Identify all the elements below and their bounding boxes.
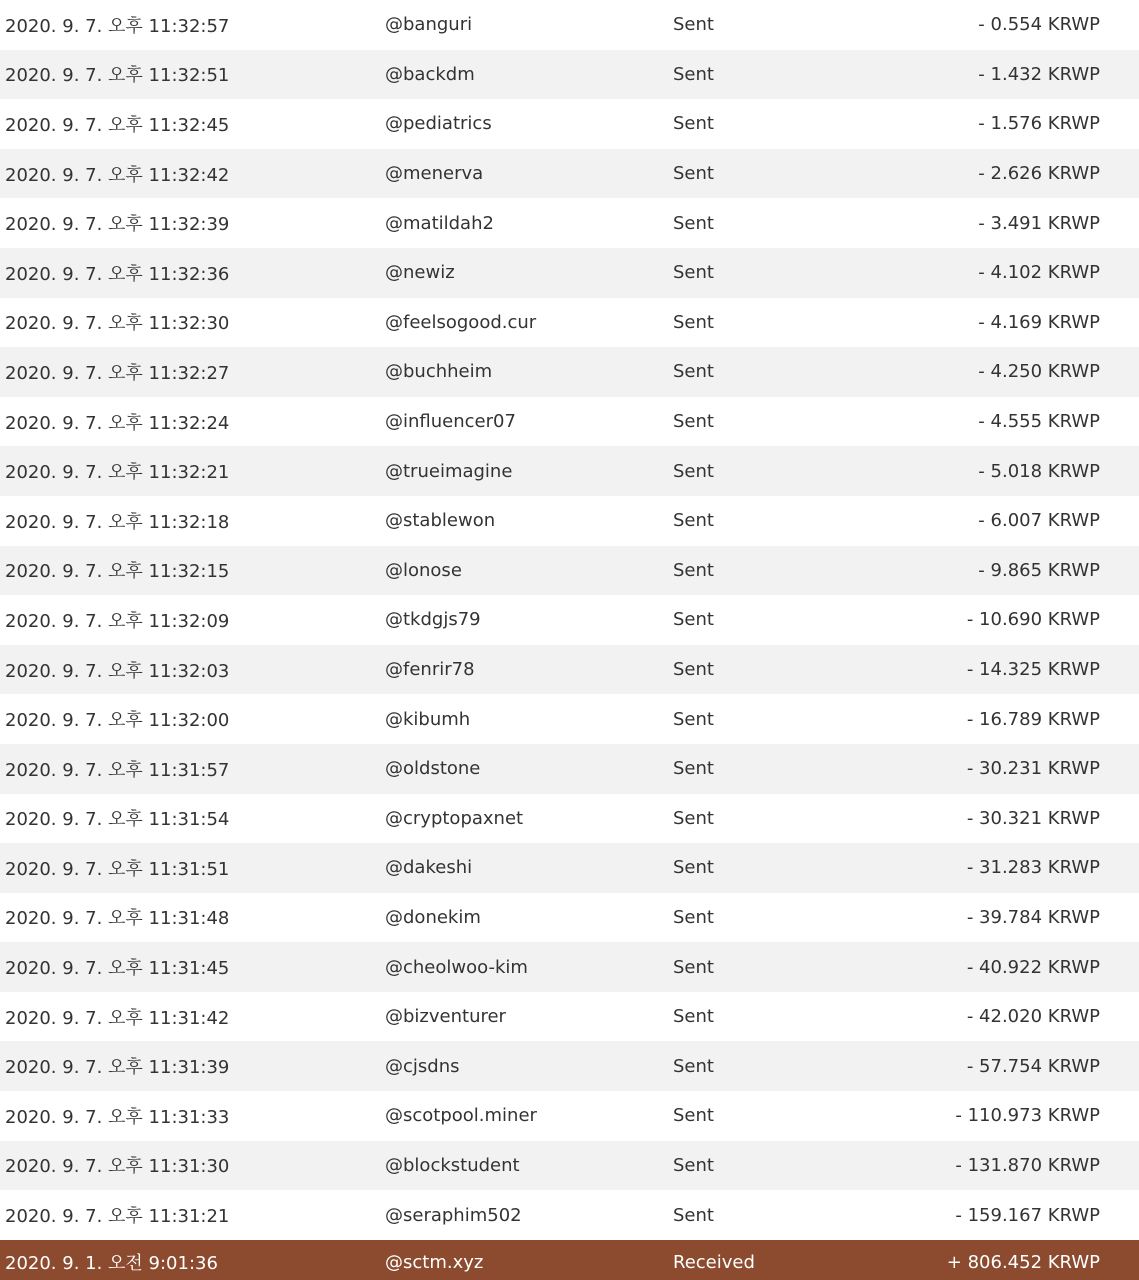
transaction-amount: - 40.922 KRWP bbox=[966, 956, 1100, 978]
table-row bbox=[0, 149, 1139, 199]
transaction-user-link[interactable]: @oldstone bbox=[385, 758, 481, 780]
transaction-type: Sent bbox=[673, 857, 714, 879]
table-row bbox=[0, 248, 1139, 298]
transaction-date: 2020. 9. 7. 오후 11:32:57 bbox=[5, 15, 230, 37]
transaction-amount: - 110.973 KRWP bbox=[955, 1105, 1100, 1127]
table-row bbox=[0, 694, 1139, 744]
table-row bbox=[0, 744, 1139, 794]
transaction-amount: - 57.754 KRWP bbox=[966, 1055, 1100, 1077]
transaction-type: Sent bbox=[673, 411, 714, 433]
transaction-amount: - 131.870 KRWP bbox=[955, 1154, 1100, 1176]
transaction-user-link[interactable]: @cryptopaxnet bbox=[385, 807, 524, 829]
transaction-date: 2020. 9. 7. 오후 11:32:51 bbox=[5, 65, 230, 87]
transaction-date: 2020. 9. 7. 오후 11:31:39 bbox=[5, 1057, 230, 1079]
transaction-date: 2020. 9. 7. 오후 11:32:00 bbox=[5, 710, 230, 732]
transaction-date: 2020. 9. 7. 오후 11:31:30 bbox=[5, 1156, 230, 1178]
table-row bbox=[0, 347, 1139, 397]
transaction-date: 2020. 9. 7. 오후 11:32:24 bbox=[5, 412, 230, 434]
table-row bbox=[0, 397, 1139, 447]
transaction-type: Sent bbox=[673, 807, 714, 829]
table-row bbox=[0, 843, 1139, 893]
transaction-date: 2020. 9. 7. 오후 11:32:30 bbox=[5, 313, 230, 335]
transaction-date: 2020. 9. 7. 오후 11:32:15 bbox=[5, 561, 230, 583]
transaction-amount: - 5.018 KRWP bbox=[978, 460, 1100, 482]
transaction-user-link[interactable]: @dakeshi bbox=[385, 857, 473, 879]
transaction-user-link[interactable]: @bizventurer bbox=[385, 1006, 506, 1028]
table-row bbox=[0, 794, 1139, 844]
transaction-type: Sent bbox=[673, 708, 714, 730]
transaction-type: Sent bbox=[673, 1204, 714, 1226]
transaction-amount: - 4.250 KRWP bbox=[978, 361, 1100, 383]
transaction-user-link[interactable]: @buchheim bbox=[385, 361, 493, 383]
transaction-amount: - 6.007 KRWP bbox=[978, 510, 1100, 532]
table-row bbox=[0, 893, 1139, 943]
transaction-type: Sent bbox=[673, 1006, 714, 1028]
transaction-user-link[interactable]: @matildah2 bbox=[385, 212, 494, 234]
transaction-amount: - 42.020 KRWP bbox=[966, 1006, 1100, 1028]
transaction-date: 2020. 9. 1. 오전 9:01:36 bbox=[5, 1253, 218, 1275]
transaction-date: 2020. 9. 7. 오후 11:31:21 bbox=[5, 1206, 230, 1228]
transaction-user-link[interactable]: @newiz bbox=[385, 262, 455, 284]
transaction-type: Sent bbox=[673, 311, 714, 333]
transaction-date: 2020. 9. 7. 오후 11:32:18 bbox=[5, 511, 230, 533]
transaction-user-link[interactable]: @tkdgjs79 bbox=[385, 609, 481, 631]
transaction-amount: - 30.231 KRWP bbox=[966, 758, 1100, 780]
table-row bbox=[0, 446, 1139, 496]
transaction-type: Sent bbox=[673, 956, 714, 978]
transaction-type: Sent bbox=[673, 1105, 714, 1127]
transaction-type: Sent bbox=[673, 559, 714, 581]
transaction-amount: + 806.452 KRWP bbox=[946, 1251, 1100, 1273]
transaction-user-link[interactable]: @stablewon bbox=[385, 510, 496, 532]
transaction-type: Sent bbox=[673, 906, 714, 928]
transaction-date: 2020. 9. 7. 오후 11:32:21 bbox=[5, 462, 230, 484]
transaction-date: 2020. 9. 7. 오후 11:31:48 bbox=[5, 908, 230, 930]
table-row bbox=[0, 50, 1139, 100]
transaction-type: Received bbox=[673, 1251, 755, 1273]
transaction-user-link[interactable]: @blockstudent bbox=[385, 1154, 520, 1176]
transaction-type: Sent bbox=[673, 460, 714, 482]
transaction-amount: - 0.554 KRWP bbox=[978, 14, 1100, 36]
table-row bbox=[0, 645, 1139, 695]
transaction-amount: - 1.432 KRWP bbox=[978, 63, 1100, 85]
table-row bbox=[0, 99, 1139, 149]
transaction-user-link[interactable]: @feelsogood.cur bbox=[385, 311, 537, 333]
transaction-type: Sent bbox=[673, 262, 714, 284]
transaction-amount: - 4.555 KRWP bbox=[978, 411, 1100, 433]
transaction-user-link[interactable]: @pediatrics bbox=[385, 113, 492, 135]
table-row bbox=[0, 1141, 1139, 1191]
table-row bbox=[0, 1240, 1139, 1280]
transaction-date: 2020. 9. 7. 오후 11:31:57 bbox=[5, 759, 230, 781]
transaction-type: Sent bbox=[673, 659, 714, 681]
transaction-date: 2020. 9. 7. 오후 11:31:45 bbox=[5, 958, 230, 980]
transaction-amount: - 14.325 KRWP bbox=[966, 659, 1100, 681]
table-row bbox=[0, 1190, 1139, 1240]
transaction-user-link[interactable]: @seraphim502 bbox=[385, 1204, 522, 1226]
transaction-user-link[interactable]: @sctm.xyz bbox=[385, 1251, 484, 1273]
transaction-amount: - 159.167 KRWP bbox=[955, 1204, 1100, 1226]
transaction-type: Sent bbox=[673, 212, 714, 234]
transaction-amount: - 30.321 KRWP bbox=[966, 807, 1100, 829]
transaction-type: Sent bbox=[673, 361, 714, 383]
transaction-date: 2020. 9. 7. 오후 11:31:33 bbox=[5, 1106, 230, 1128]
transaction-user-link[interactable]: @backdm bbox=[385, 63, 475, 85]
transaction-type: Sent bbox=[673, 758, 714, 780]
transaction-user-link[interactable]: @cjsdns bbox=[385, 1055, 460, 1077]
transaction-user-link[interactable]: @fenrir78 bbox=[385, 659, 475, 681]
transaction-amount: - 2.626 KRWP bbox=[978, 163, 1100, 185]
transaction-user-link[interactable]: @cheolwoo-kim bbox=[385, 956, 528, 978]
transaction-date: 2020. 9. 7. 오후 11:32:45 bbox=[5, 114, 230, 136]
transaction-type: Sent bbox=[673, 510, 714, 532]
transaction-date: 2020. 9. 7. 오후 11:32:42 bbox=[5, 164, 230, 186]
transaction-amount: - 3.491 KRWP bbox=[978, 212, 1100, 234]
transaction-user-link[interactable]: @banguri bbox=[385, 14, 473, 36]
transaction-date: 2020. 9. 7. 오후 11:32:03 bbox=[5, 660, 230, 682]
transaction-date: 2020. 9. 7. 오후 11:31:51 bbox=[5, 858, 230, 880]
transaction-user-link[interactable]: @lonose bbox=[385, 559, 462, 581]
transaction-user-link[interactable]: @donekim bbox=[385, 906, 481, 928]
transaction-date: 2020. 9. 7. 오후 11:32:36 bbox=[5, 263, 230, 285]
transaction-type: Sent bbox=[673, 609, 714, 631]
transaction-user-link[interactable]: @influencer07 bbox=[385, 411, 516, 433]
transaction-date: 2020. 9. 7. 오후 11:32:09 bbox=[5, 610, 230, 632]
transaction-amount: - 10.690 KRWP bbox=[966, 609, 1100, 631]
transaction-amount: - 4.169 KRWP bbox=[978, 311, 1100, 333]
transaction-type: Sent bbox=[673, 113, 714, 135]
transaction-date: 2020. 9. 7. 오후 11:32:39 bbox=[5, 214, 230, 236]
table-row bbox=[0, 595, 1139, 645]
table-row bbox=[0, 942, 1139, 992]
transaction-amount: - 39.784 KRWP bbox=[966, 906, 1100, 928]
transaction-date: 2020. 9. 7. 오후 11:32:27 bbox=[5, 362, 230, 384]
table-row bbox=[0, 198, 1139, 248]
table-row bbox=[0, 0, 1139, 50]
transaction-amount: - 4.102 KRWP bbox=[978, 262, 1100, 284]
transaction-amount: - 1.576 KRWP bbox=[978, 113, 1100, 135]
transaction-type: Sent bbox=[673, 14, 714, 36]
table-row bbox=[0, 298, 1139, 348]
transaction-type: Sent bbox=[673, 1154, 714, 1176]
transaction-date: 2020. 9. 7. 오후 11:31:54 bbox=[5, 809, 230, 831]
transaction-amount: - 16.789 KRWP bbox=[966, 708, 1100, 730]
transaction-user-link[interactable]: @scotpool.miner bbox=[385, 1105, 537, 1127]
transaction-date: 2020. 9. 7. 오후 11:31:42 bbox=[5, 1007, 230, 1029]
table-row bbox=[0, 1041, 1139, 1091]
table-row bbox=[0, 1091, 1139, 1141]
transaction-amount: - 9.865 KRWP bbox=[978, 559, 1100, 581]
transaction-user-link[interactable]: @kibumh bbox=[385, 708, 471, 730]
transaction-user-link[interactable]: @trueimagine bbox=[385, 460, 513, 482]
transaction-type: Sent bbox=[673, 63, 714, 85]
table-row bbox=[0, 992, 1139, 1042]
table-row bbox=[0, 546, 1139, 596]
table-row bbox=[0, 496, 1139, 546]
transaction-user-link[interactable]: @menerva bbox=[385, 163, 484, 185]
transaction-type: Sent bbox=[673, 163, 714, 185]
transaction-amount: - 31.283 KRWP bbox=[966, 857, 1100, 879]
transaction-type: Sent bbox=[673, 1055, 714, 1077]
